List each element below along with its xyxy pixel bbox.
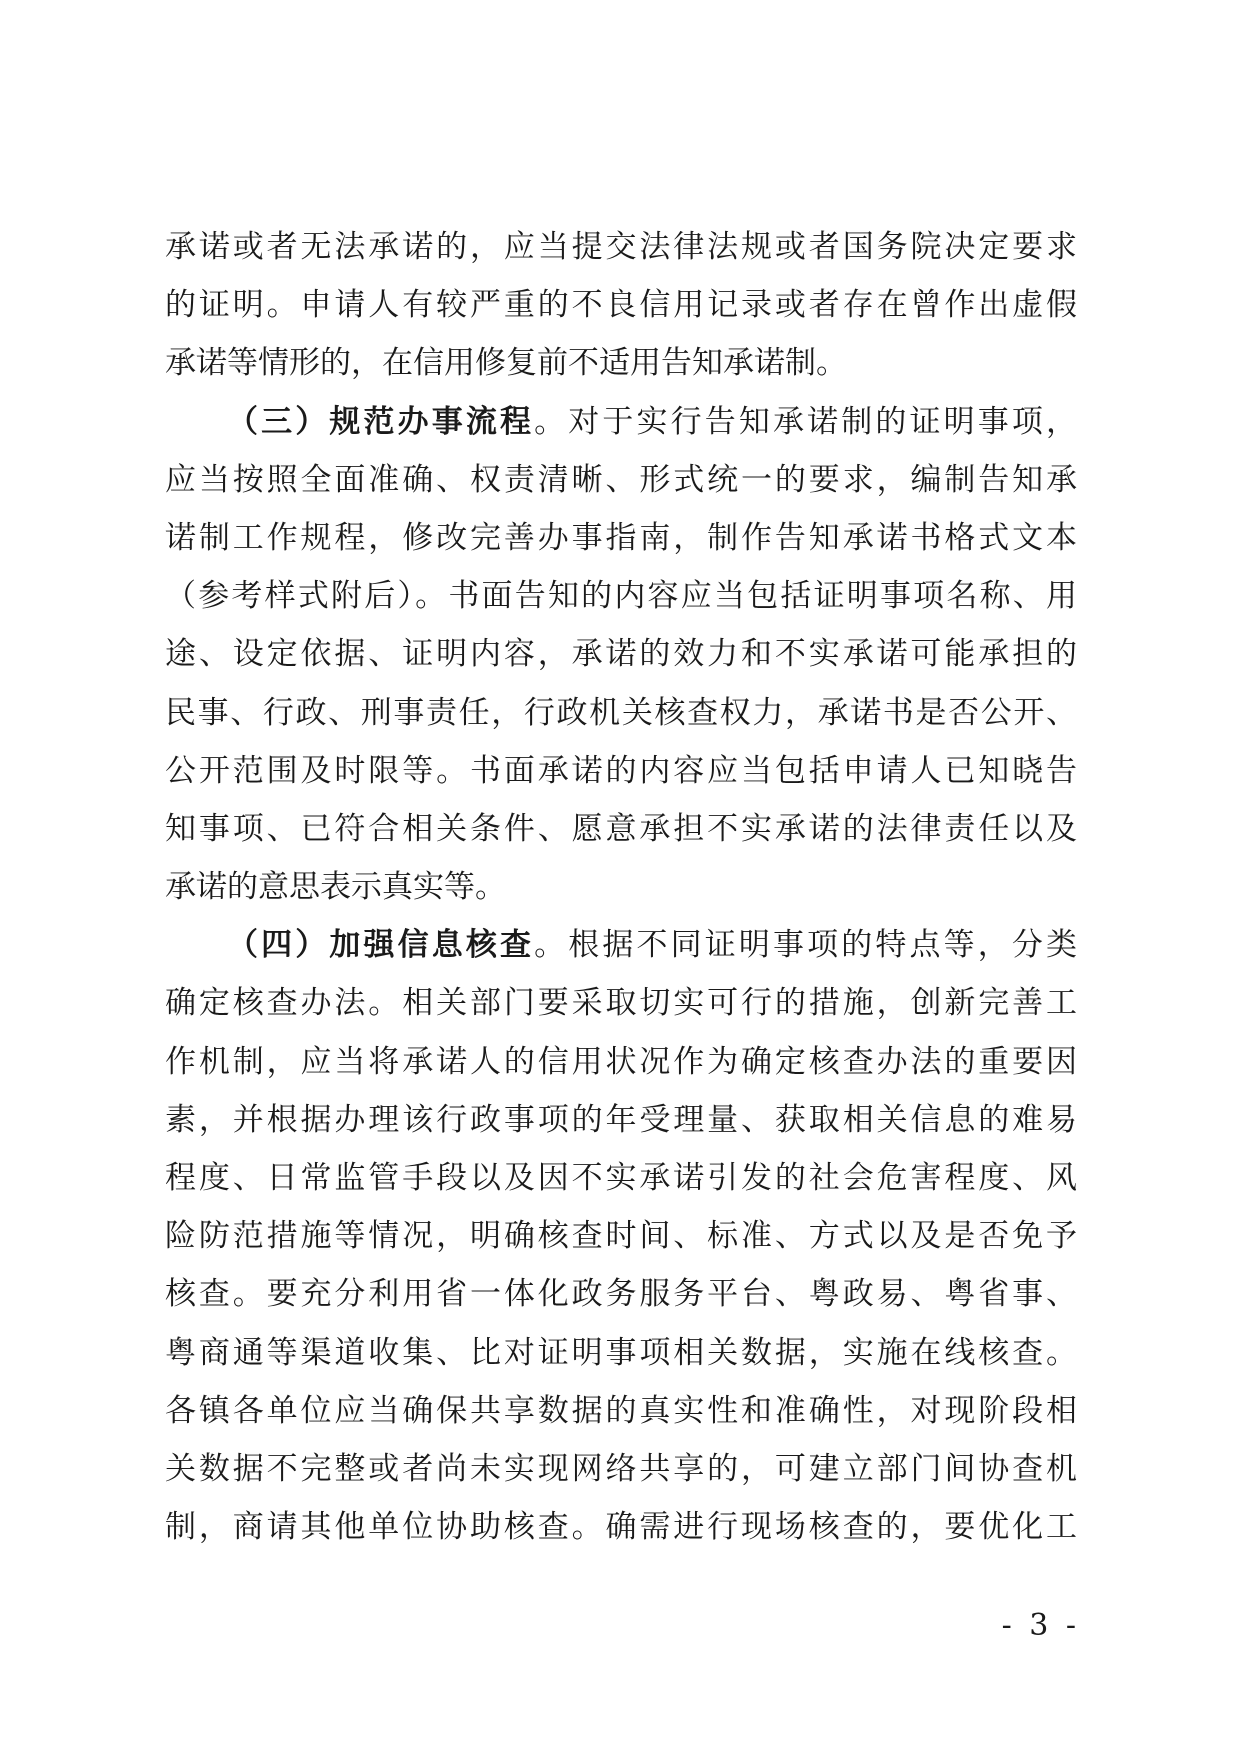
paragraph-line: 民事、行政、刑事责任，行政机关核查权力，承诺书是否公开、 bbox=[165, 694, 1077, 731]
paragraph-line: 程度、日常监管手段以及因不实承诺引发的社会危害程度、风 bbox=[165, 1160, 1077, 1196]
section-3-heading: （三）规范办事流程 bbox=[227, 403, 535, 440]
paragraph-line: 制，商请其他单位协助核查。确需进行现场核查的，要优化工 bbox=[165, 1509, 1077, 1546]
paragraph-line: 险防范措施等情况，明确核查时间、标准、方式以及是否免予 bbox=[165, 1218, 1077, 1255]
section-3-first-line-text: 。对于实行告知承诺制的证明事项， bbox=[534, 403, 1077, 440]
paragraph-line: 关数据不完整或者尚未实现网络共享的，可建立部门间协查机 bbox=[165, 1450, 1077, 1487]
paragraph-line: 确定核查办法。相关部门要采取切实可行的措施，创新完善工 bbox=[165, 985, 1077, 1022]
section-4-first-line-text: 。根据不同证明事项的特点等，分类 bbox=[534, 927, 1077, 964]
paragraph-line: 粤商通等渠道收集、比对证明事项相关数据，实施在线核查。 bbox=[165, 1334, 1077, 1371]
paragraph-line: 应当按照全面准确、权责清晰、形式统一的要求，编制告知承 bbox=[165, 461, 1077, 498]
section-4-heading: （四）加强信息核查 bbox=[227, 927, 535, 964]
paragraph-line: 途、设定依据、证明内容，承诺的效力和不实承诺可能承担的 bbox=[165, 636, 1077, 673]
paragraph-line: 素，并根据办理该行政事项的年受理量、获取相关信息的难易 bbox=[165, 1101, 1077, 1138]
paragraph-line: 各镇各单位应当确保共享数据的真实性和准确性，对现阶段相 bbox=[165, 1392, 1077, 1429]
paragraph-line: 知事项、已符合相关条件、愿意承担不实承诺的法律责任以及 bbox=[165, 810, 1077, 847]
page-number: - 3 - bbox=[1001, 1608, 1080, 1643]
paragraph-line: 公开范围及时限等。书面承诺的内容应当包括申请人已知晓告 bbox=[165, 752, 1077, 789]
paragraph-line: 承诺的意思表示真实等。 bbox=[165, 869, 506, 906]
paragraph-line: 承诺等情形的，在信用修复前不适用告知承诺制。 bbox=[165, 345, 847, 382]
section-4-first-line bbox=[165, 916, 1077, 974]
paragraph-line: 诺制工作规程，修改完善办事指南，制作告知承诺书格式文本 bbox=[165, 519, 1077, 556]
body-text bbox=[165, 218, 1077, 1556]
paragraph-line: 承诺或者无法承诺的，应当提交法律法规或者国务院决定要求 bbox=[165, 229, 1077, 265]
paragraph-line: 作机制，应当将承诺人的信用状况作为确定核查办法的重要因 bbox=[165, 1043, 1077, 1080]
paragraph-line: 的证明。申请人有较严重的不良信用记录或者存在曾作出虚假 bbox=[165, 287, 1077, 324]
paragraph-line: 核查。要充分利用省一体化政务服务平台、粤政易、粤省事、 bbox=[165, 1276, 1077, 1313]
paragraph-line: （参考样式附后）。书面告知的内容应当包括证明事项名称、用 bbox=[165, 578, 1077, 615]
section-3-first-line bbox=[165, 393, 1077, 451]
